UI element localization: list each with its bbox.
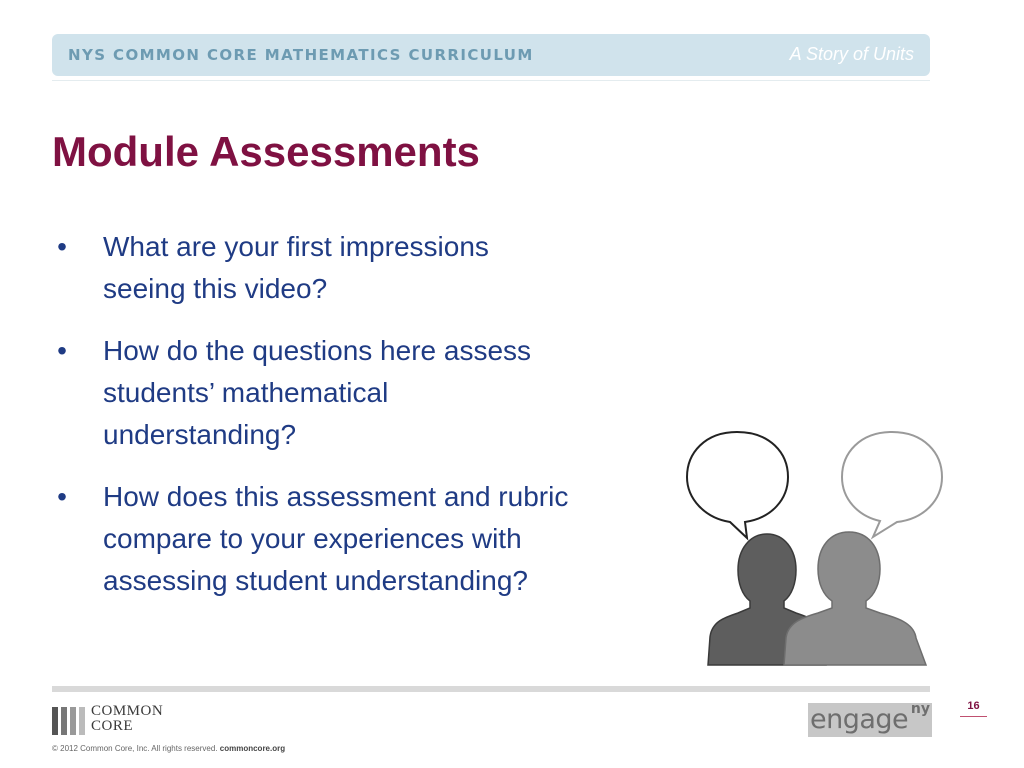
bullet-line: What are your first impressions — [103, 231, 489, 262]
series-label: A Story of Units — [789, 44, 914, 64]
bullet-line: seeing this video? — [103, 273, 328, 304]
logo-line-core: CORE — [91, 718, 134, 734]
bullet-item — [52, 226, 672, 310]
bullet-marker: • — [57, 481, 67, 512]
bullet-line: students’ mathematical — [103, 377, 389, 408]
bullet-line: How do the questions here assess — [103, 335, 532, 366]
header-divider — [52, 80, 930, 81]
bullet-line: How does this assessment and rubric — [103, 481, 569, 512]
logo-line-common: COMMON — [91, 703, 164, 719]
speech-bubble-left-icon — [687, 432, 788, 538]
footer-bar — [52, 686, 930, 692]
bullet-line: understanding? — [103, 419, 297, 450]
bullet-list — [52, 226, 672, 622]
bullet-marker: • — [57, 335, 67, 366]
two-people-speech-bubbles-icon — [680, 425, 945, 670]
bullet-line: compare to your experiences with — [103, 523, 522, 554]
slide-title: Module Assessments — [52, 128, 480, 175]
bullet-item — [52, 476, 672, 602]
page-number: 16 — [960, 700, 987, 717]
copyright-text: © 2012 Common Core, Inc. All rights reserved. — [52, 744, 218, 753]
curriculum-label: NYS COMMON CORE MATHEMATICS CURRICULUM — [68, 46, 534, 64]
bullet-marker: • — [57, 231, 67, 262]
engage-text: engage — [810, 704, 909, 735]
header-bar — [52, 34, 930, 76]
bullet-item — [52, 330, 672, 456]
engageny-logo — [808, 703, 932, 737]
copyright-notice — [52, 744, 285, 753]
engage-ny-text: ny — [910, 701, 930, 717]
speech-bubble-right-icon — [842, 432, 942, 537]
bullet-line: assessing student understanding? — [103, 565, 528, 596]
common-core-bars-icon — [52, 707, 86, 735]
person-silhouette-right-icon — [784, 532, 926, 665]
commoncore-link[interactable]: commoncore.org — [219, 744, 286, 753]
